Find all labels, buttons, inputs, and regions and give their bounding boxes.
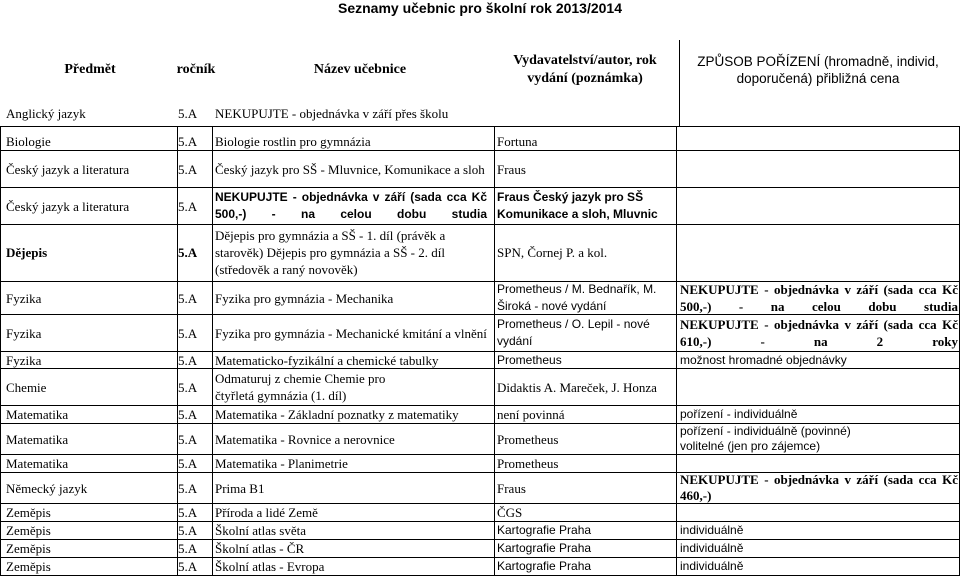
header-method: ZPŮSOB POŘÍZENÍ (hromadně, individ, doporučená) přibližná cena [697, 54, 939, 86]
cell-publisher: Didaktis A. Mareček, J. Honza [497, 379, 657, 395]
cell-method: NEKUPUJTE - objednávka v září (sada cca Kč 500,-) - na celou dobu studia [680, 282, 958, 314]
cell-subject: Matematika [6, 431, 69, 447]
cell-subject: Zeměpis [6, 559, 51, 574]
cell-grade: 5.A [178, 161, 198, 177]
cell-subject: Zeměpis [6, 523, 51, 538]
cell-book: Fyzika pro gymnázia - Mechanické kmitání a vlnění [215, 325, 487, 341]
cell-publisher: SPN, Čornej P. a kol. [497, 245, 608, 260]
table-row [0, 188, 960, 224]
cell-subject: Matematika [6, 456, 69, 471]
cell-method: individuálně [680, 559, 744, 573]
table-row [0, 315, 960, 351]
cell-method: individuálně [680, 541, 744, 555]
cell-grade: 5.A [178, 480, 198, 496]
cell-subject: Matematika [6, 407, 69, 422]
header-grade: ročník [176, 62, 216, 77]
cell-grade: 5.A [178, 245, 198, 260]
table-row [0, 352, 960, 369]
cell-grade: 5.A [178, 523, 198, 538]
table-row [0, 522, 960, 539]
cell-grade: 5.A [178, 198, 198, 214]
cell-subject: Fyzika [6, 353, 42, 368]
cell-book: NEKUPUJTE - objednávka v září přes školu [215, 105, 449, 121]
cell-book: Školní atlas - ČR [215, 541, 305, 556]
cell-book: Matematicko-fyzikální a chemické tabulky [215, 353, 439, 368]
cell-grade: 5.A [178, 541, 198, 556]
cell-grade: 5.A [178, 133, 198, 149]
header-publisher: Vydavatelství/autor, rok vydání (poznámka) [513, 53, 657, 86]
cell-publisher: Prometheus [497, 431, 559, 447]
cell-publisher: Prometheus [497, 456, 559, 471]
page-title: Seznamy učebnic pro školní rok 2013/2014 [337, 0, 623, 16]
cell-grade: 5.A [178, 290, 198, 306]
cell-publisher: ČGS [497, 505, 523, 520]
cell-publisher: Fraus Český jazyk pro SŠ Komunikace a sloh, Mluvnic [497, 190, 658, 221]
cell-grade: 5.A [178, 105, 198, 121]
cell-subject: Zeměpis [6, 505, 51, 520]
table-row [0, 225, 960, 280]
table-row [0, 406, 960, 423]
header-book: Název učebnice [313, 62, 407, 77]
cell-method: individuálně [680, 523, 744, 537]
cell-subject: Fyzika [6, 290, 42, 306]
cell-book: Příroda a lidé Země [215, 505, 318, 520]
table-row [0, 540, 960, 557]
cell-publisher: Prometheus / M. Bednařík, M. Široká - nové vydání [497, 282, 657, 313]
cell-subject: Český jazyk a literatura [6, 161, 130, 177]
grid-line [212, 127, 213, 576]
grid-line [177, 127, 178, 576]
cell-book: Matematika - Planimetrie [215, 456, 348, 471]
cell-method: možnost hromadné objednávky [680, 353, 847, 367]
cell-grade: 5.A [178, 379, 198, 395]
cell-method: NEKUPUJTE - objednávka v září (sada cca Kč 610,-) - na 2 roky [680, 317, 958, 349]
grid-line [0, 127, 1, 576]
grid-line [676, 127, 677, 576]
cell-grade: 5.A [178, 407, 198, 422]
table-row [0, 131, 960, 151]
cell-grade: 5.A [178, 325, 198, 341]
table-row [0, 504, 960, 521]
table-row [0, 455, 960, 472]
cell-subject: Fyzika [6, 325, 42, 341]
cell-book: Prima B1 [215, 480, 265, 496]
cell-publisher: Kartografie Praha [497, 559, 592, 573]
table-row [0, 558, 960, 575]
grid-line [494, 127, 495, 576]
cell-grade: 5.A [178, 353, 198, 368]
table-row [0, 369, 960, 405]
cell-subject: Chemie [6, 379, 47, 395]
cell-method: NEKUPUJTE - objednávka v září (sada cca Kč 460,-) [680, 472, 958, 503]
cell-publisher: Prometheus [497, 353, 562, 367]
cell-method: pořízení - individuálně [680, 407, 798, 421]
cell-book: Odmaturuj z chemie Chemie pro čtyřletá gymnázia (1. díl) [215, 371, 386, 403]
cell-grade: 5.A [178, 505, 198, 520]
cell-grade: 5.A [178, 456, 198, 471]
cell-book: Matematika - Základní poznatky z matematiky [215, 407, 459, 422]
cell-publisher: Kartografie Praha [497, 541, 592, 555]
cell-grade: 5.A [178, 559, 198, 574]
table-row [0, 151, 960, 187]
cell-subject: Anglický jazyk [6, 105, 86, 121]
cell-book: NEKUPUJTE - objednávka v září (sada cca Kč 500,-) - na celou dobu studia [215, 190, 487, 221]
row-divider [0, 126, 960, 127]
cell-publisher: není povinná [497, 407, 565, 422]
cell-publisher: Kartografie Praha [497, 523, 592, 537]
cell-publisher: Prometheus / O. Lepil - nové vydání [497, 317, 650, 348]
cell-grade: 5.A [178, 431, 198, 447]
table-row [0, 282, 960, 314]
table-row [0, 101, 960, 125]
cell-book: Český jazyk pro SŠ - Mluvnice, Komunikace a sloh [215, 161, 485, 177]
cell-book: Biologie rostlin pro gymnázia [215, 133, 371, 149]
cell-book: Školní atlas - Evropa [215, 559, 325, 574]
cell-method: pořízení - individuálně (povinné) volitelné (jen pro zájemce) [680, 424, 851, 453]
cell-subject: Německý jazyk [6, 480, 88, 496]
cell-subject: Český jazyk a literatura [6, 198, 130, 214]
cell-publisher: Fraus [497, 161, 526, 177]
header-subject: Předmět [64, 62, 116, 77]
cell-book: Matematika - Rovnice a nerovnice [215, 431, 395, 447]
cell-book: Dějepis pro gymnázia a SŠ - 1. díl (právěk a starověk) Dějepis pro gymnázia a SŠ - 2. díl (středověk a raný novověk) [215, 228, 446, 277]
cell-subject: Biologie [6, 133, 51, 149]
table-row [0, 424, 960, 454]
table-row [0, 473, 960, 503]
cell-publisher: Fraus [497, 480, 526, 496]
cell-publisher: Fortuna [497, 133, 538, 149]
cell-book: Fyzika pro gymnázia - Mechanika [215, 290, 394, 306]
row-divider [0, 575, 960, 576]
cell-subject: Dějepis [6, 245, 48, 260]
cell-book: Školní atlas světa [215, 523, 306, 538]
cell-subject: Zeměpis [6, 541, 51, 556]
